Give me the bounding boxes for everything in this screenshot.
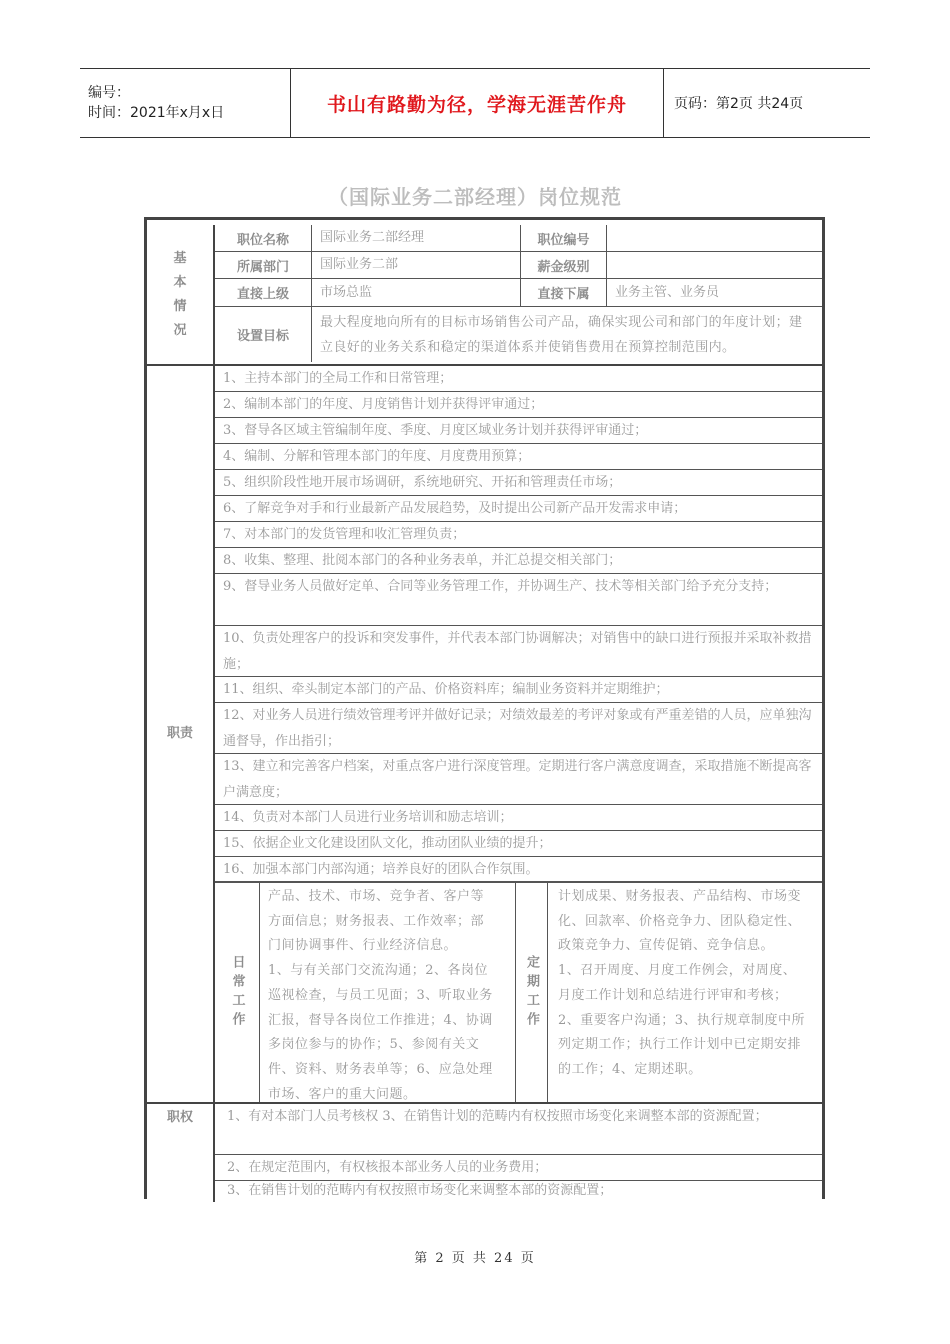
duty-row [215, 522, 822, 548]
daily-line: 汇报，督导各岗位工作推进；4、协调 [268, 1012, 493, 1028]
authority-item: 2、在规定范围内，有权核报本部业务人员的业务费用； [227, 1160, 548, 1175]
duty-row [215, 418, 822, 444]
authority-item: 3、在销售计划的范畴内有权按照市场变化来调整本部的资源配置； [227, 1183, 613, 1198]
duty-item: 13、建立和完善客户档案，对重点客户进行深度管理。定期进行客户满意度调查，采取措施不断提高客户满意度； [223, 759, 812, 800]
duty-item: 3、督导各区域主管编制年度、季度、月度区域业务计划并获得评审通过； [223, 423, 648, 438]
salary-value [606, 252, 822, 278]
duty-row [215, 392, 822, 418]
basic-section-label: 基本情况 [147, 225, 215, 364]
authority-row [215, 1181, 822, 1202]
periodic-line: 政策竞争力、宣传促销、竞争信息。 [558, 938, 775, 954]
daily-line: 市场、客户的重大问题。 [268, 1086, 417, 1102]
header-slogan-cell [290, 69, 664, 137]
position-code-value [606, 225, 822, 251]
duty-row [215, 496, 822, 522]
superior-value: 市场总监 [311, 279, 520, 306]
subordinate-value: 业务主管、业务员 [606, 279, 822, 306]
duty-row [215, 831, 822, 857]
header-page-info-cell [664, 69, 870, 137]
authority-row [215, 1104, 822, 1155]
superior-label: 直接上级 [236, 287, 289, 302]
document-title: （国际业务二部经理）岗位规范 [328, 185, 622, 209]
duty-item: 4、编制、分解和管理本部门的年度、月度费用预算； [223, 449, 531, 464]
duty-item: 5、组织阶段性地开展市场调研，系统地研究、开拓和管理责任市场； [223, 475, 622, 490]
authority-section [147, 1104, 822, 1202]
job-spec-table [144, 217, 825, 1199]
duty-item: 1、主持本部门的全局工作和日常管理； [223, 371, 453, 386]
authority-section-body [215, 1104, 822, 1202]
daily-work-content [259, 883, 515, 1102]
duty-row [215, 548, 822, 574]
duty-item: 2、编制本部门的年度、月度销售计划并获得评审通过； [223, 397, 544, 412]
position-name-label: 职位名称 [236, 232, 289, 248]
duties-section-label: 职责 [147, 366, 215, 1102]
daily-work-label-cell [215, 883, 259, 1102]
daily-line: 巡视检查，与员工见面；3、听取业务 [268, 987, 493, 1003]
duty-item: 8、收集、整理、批阅本部门的各种业务表单，并汇总提交相关部门； [223, 553, 622, 568]
periodic-work-label: 定期工作 [524, 954, 539, 1031]
periodic-line: 计划成果、财务报表、产品结构、市场变 [558, 889, 802, 904]
duty-row [215, 805, 822, 831]
periodic-line: 化、回款率、价格竞争力、团队稳定性、 [558, 913, 802, 929]
daily-line: 产品、技术、市场、竞争者、客户等 [268, 889, 485, 904]
daily-line: 件、资料、财务表单等；6、应急处理 [268, 1061, 493, 1077]
department-value: 国际业务二部 [311, 252, 520, 278]
department-label: 所属部门 [236, 259, 289, 275]
duty-item: 11、组织、牵头制定本部门的产品、价格资料库；编制业务资料并定期维护； [223, 682, 669, 697]
duty-item: 14、负责对本部门人员进行业务培训和励志培训； [223, 810, 513, 825]
periodic-line: 月度工作计划和总结进行评审和考核； [558, 987, 788, 1003]
duty-item: 16、加强本部门内部沟通；培养良好的团队合作氛围。 [223, 862, 539, 877]
periodic-line: 2、重要客户沟通；3、执行规章制度中所 [558, 1012, 806, 1028]
duty-item: 6、了解竞争对手和行业最新产品发展趋势，及时提出公司新产品开发需求申请； [223, 501, 687, 516]
position-name-value: 国际业务二部经理 [311, 225, 520, 251]
salary-label: 薪金级别 [520, 252, 606, 278]
basic-row-2 [215, 252, 822, 279]
daily-line: 方面信息；财务报表、工作效率；部 [268, 913, 485, 929]
daily-work-label: 日常工作 [229, 954, 245, 1031]
periodic-line: 1、召开周度、月度工作例会，对周度、 [558, 963, 797, 979]
duty-item: 9、督导业务人员做好定单、合同等业务管理工作，并协调生产、技术等相关部门给予充分支持； [223, 579, 778, 594]
authority-item: 1、有对本部门人员考核权 3、在销售计划的范畴内有权按照市场变化来调整本部的资源配置； [227, 1109, 768, 1124]
periodic-line: 的工作；4、定期述职。 [558, 1061, 702, 1077]
daily-line: 多岗位参与的协作；5、参阅有关文 [268, 1037, 480, 1053]
duties-section-body [215, 366, 822, 1102]
authority-section-label: 职权 [147, 1104, 215, 1202]
duty-row [215, 626, 822, 677]
goal-value: 最大程度地向所有的目标市场销售公司产品，确保实现公司和部门的年度计划；建立良好的业务关系和稳定的渠道体系并使销售费用在预算控制范围内。 [311, 307, 822, 362]
position-code-label: 职位编号 [520, 225, 606, 251]
duty-item: 15、依据企业文化建设团队文化，推动团队业绩的提升； [223, 836, 552, 851]
authority-row [215, 1155, 822, 1181]
duties-section [147, 366, 822, 1104]
basic-section-body [215, 225, 822, 364]
duty-row [215, 857, 822, 882]
periodic-work-content [548, 883, 822, 1102]
duty-row [215, 470, 822, 496]
page-footer: 第 2 页 共 24 页 [414, 1251, 536, 1266]
duty-row [215, 574, 822, 626]
periodic-line: 列定期工作；执行工作计划中已定期安排 [558, 1037, 802, 1053]
basic-row-3 [215, 279, 822, 307]
document-header [80, 68, 870, 138]
duty-row [215, 444, 822, 470]
duty-item: 10、负责处理客户的投诉和突发事件，并代表本部门协调解决；对销售中的缺口进行预报并采取补救措施； [223, 631, 812, 672]
periodic-work-label-cell [515, 883, 548, 1102]
duty-row [215, 366, 822, 392]
duty-item: 7、对本部门的发货管理和收汇管理负责； [223, 527, 466, 542]
slogan: 书山有路勤为径，学海无涯苦作舟 [326, 93, 627, 116]
daily-line: 门间协调事件、行业经济信息。 [268, 938, 458, 954]
goal-label: 设置目标 [236, 329, 289, 344]
basic-row-1 [215, 225, 822, 252]
work-row [215, 882, 822, 1102]
time-label: 时间：2021年x月x日 [88, 105, 225, 121]
daily-line: 1、与有关部门交流沟通；2、各岗位 [268, 963, 489, 979]
subordinate-label: 直接下属 [520, 279, 606, 306]
duty-row [215, 754, 822, 805]
header-meta [80, 69, 290, 137]
duty-row [215, 677, 822, 703]
basic-section [147, 225, 822, 366]
code-label: 编号： [88, 85, 130, 101]
duty-item: 12、对业务人员进行绩效管理考评并做好记录；对绩效最差的考评对象或有严重差错的人员，应单独沟通督导，作出指引； [223, 708, 812, 749]
duty-row [215, 703, 822, 754]
basic-row-4 [215, 307, 822, 362]
page-info: 页码：第2页 共24页 [674, 96, 804, 112]
